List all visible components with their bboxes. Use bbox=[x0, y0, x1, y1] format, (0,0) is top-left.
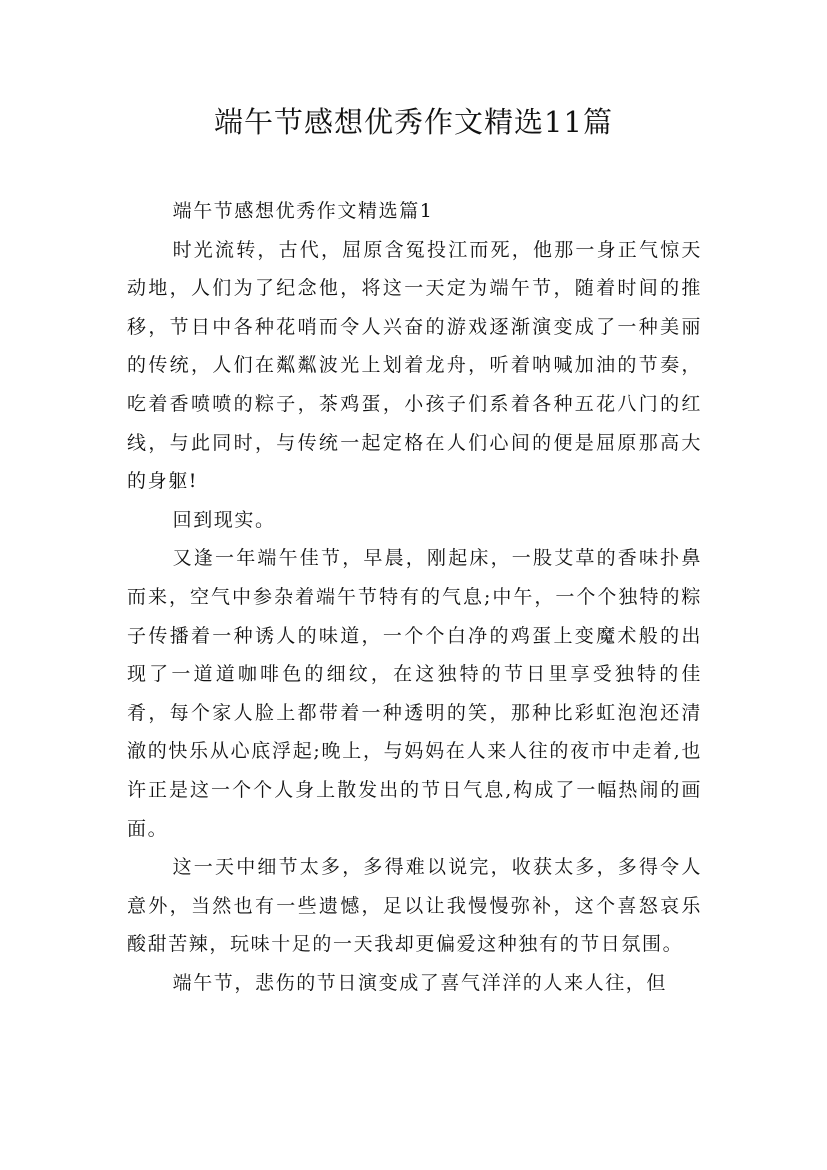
paragraph: 又逢一年端午佳节，早晨，刚起床，一股艾草的香味扑鼻而来，空气中参杂着端午节特有的气息;中午，一个个独特的粽子传播着一种诱人的味道，一个个白净的鸡蛋上变魔术般的出现了一道道咖啡色的细纹，在这独特的节日里享受独特的佳肴，每个家人脸上都带着一种透明的笑，那种比彩虹泡泡还清澈的快乐从心底浮起;晚上，与妈妈在人来人往的夜市中走着,也许正是这一个个人身上散发出的节日气息,构成了一幅热闹的画面。 bbox=[127, 547, 702, 840]
paragraph: 回到现实。 bbox=[172, 508, 276, 531]
section-heading: 端午节感想优秀作文精选篇1 bbox=[172, 200, 434, 222]
paragraph: 这一天中细节太多，多得难以说完，收获太多，多得令人意外，当然也有一些遗憾，足以让我慢慢弥补，这个喜怒哀乐酸甜苦辣，玩味十足的一天我却更偏爱这种独有的节日氛围。 bbox=[127, 856, 702, 956]
paragraph: 端午节，悲伤的节日演变成了喜气洋洋的人来人往，但 bbox=[172, 971, 667, 994]
paragraph: 时光流转，古代，屈原含冤投江而死，他那一身正气惊天动地，人们为了纪念他，将这一天定为端午节，随着时间的推移，节日中各种花哨而令人兴奋的游戏逐渐演变成了一种美丽的传统，人们在粼粼波光上划着龙舟，听着呐喊加油的节奏，吃着香喷喷的粽子，茶鸡蛋，小孩子们系着各种五花八门的红线，与此同时，与传统一起定格在人们心间的便是屈原那高大的身躯! bbox=[127, 238, 702, 493]
document-title: 端午节感想优秀作文精选11篇 bbox=[214, 105, 613, 139]
document-body bbox=[127, 192, 702, 1002]
